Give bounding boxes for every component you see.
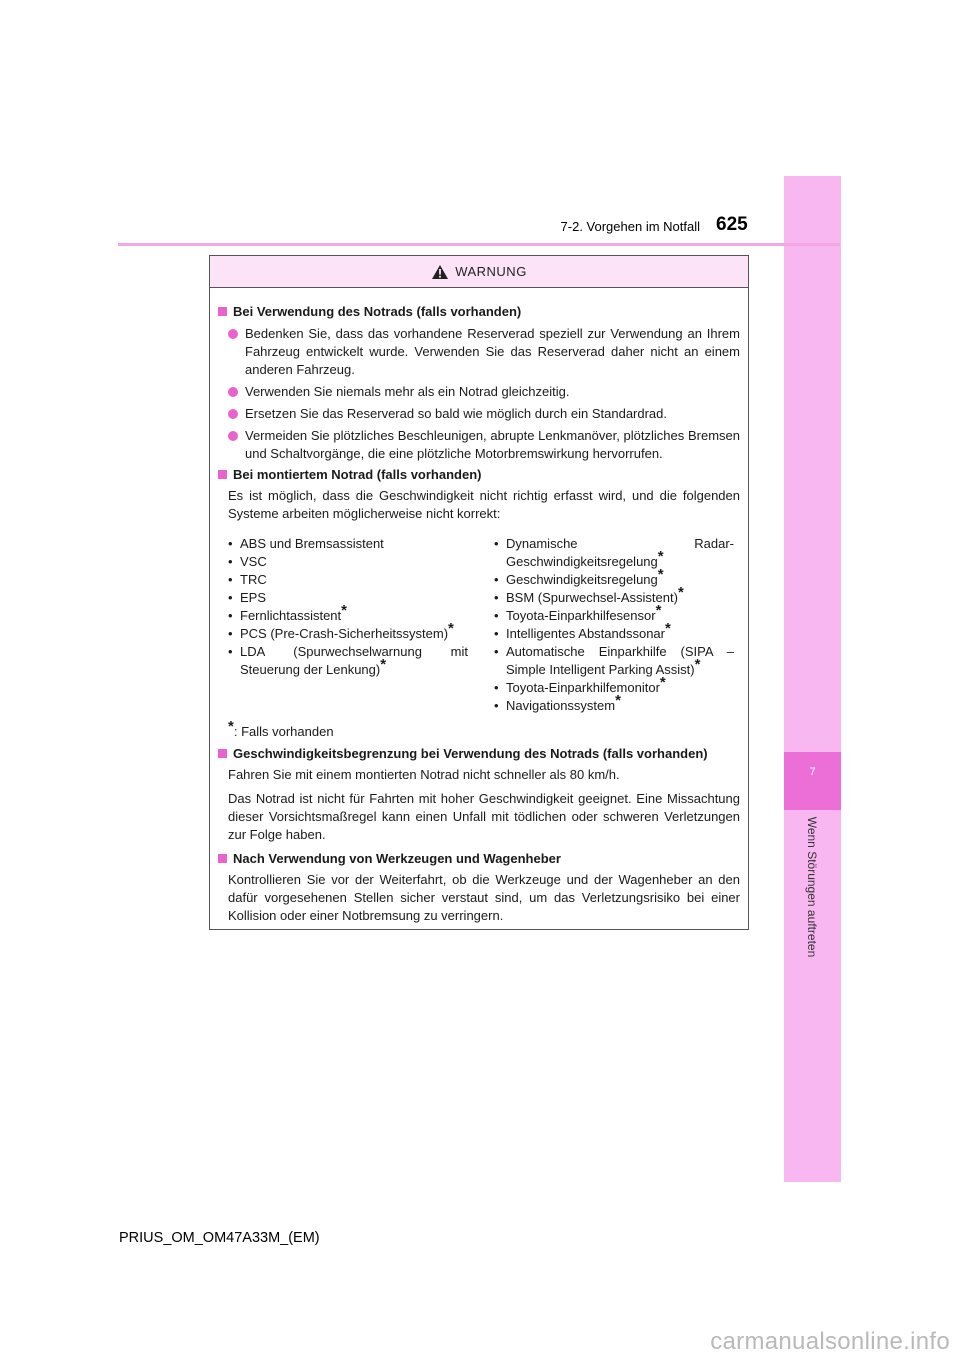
- asterisk-mark: *: [665, 620, 671, 637]
- chapter-label: Wenn Störungen auftreten: [805, 816, 819, 958]
- bullet-text: Bedenken Sie, dass das vorhandene Reserverad speziell zur Verwendung an Ihrem Fahrzeug entwickelt wurde. Verwenden Sie das Reserverad daher nicht an einem anderen Fahrzeug.: [245, 326, 740, 377]
- warning-header: [210, 256, 748, 288]
- watermark: carmanualsonline.info: [710, 1328, 950, 1355]
- footnote-text: : Falls vorhanden: [233, 724, 334, 739]
- list-item: • Toyota-Einparkhilfemonitor*: [494, 679, 734, 697]
- chapter-tab-marker[interactable]: [784, 752, 841, 810]
- dot-bullet-icon: [228, 329, 238, 339]
- heading-text: Nach Verwendung von Werkzeugen und Wagenheber: [233, 851, 561, 866]
- section-heading: [218, 466, 740, 484]
- paragraph: Kontrollieren Sie vor der Weiterfahrt, ob die Werkzeuge und der Wagenheber an den dafür vorgesehenen Stellen sicher verstaut sind, um das Verletzungsrisiko bei einer Kollision oder einer Notbremsung zu verringern.: [228, 872, 740, 923]
- asterisk-mark: *: [677, 584, 684, 601]
- list-item: • Toyota-Einparkhilfesensor*: [494, 607, 734, 625]
- asterisk-mark: *: [380, 656, 387, 673]
- bullet-item: [228, 427, 740, 463]
- footnote: [228, 718, 740, 741]
- heading-text: Geschwindigkeitsbegrenzung bei Verwendung des Notrads (falls vorhanden): [233, 746, 708, 761]
- paragraph: Das Notrad ist nicht für Fahrten mit hoher Geschwindigkeit geeignet. Eine Missachtung dieser Vorsichtsmaßregel kann einen Unfall mit tödlichen oder schweren Verletzungen zur Folge haben.: [228, 791, 740, 842]
- bullet-item: [228, 325, 740, 379]
- list-item: • Intelligentes Abstandssonar*: [494, 625, 734, 643]
- list-item: • TRC: [228, 571, 468, 589]
- system-lists: [228, 535, 740, 715]
- square-bullet-icon: [218, 854, 227, 863]
- list-item: • Navigationssystem*: [494, 697, 734, 715]
- paragraph: Fahren Sie mit einem montierten Notrad nicht schneller als 80 km/h.: [228, 767, 620, 782]
- list-item: • ABS und Bremsassistent: [228, 535, 468, 553]
- asterisk-mark: *: [448, 620, 454, 637]
- section-heading: [218, 745, 740, 763]
- heading-text: Bei montiertem Notrad (falls vorhanden): [233, 467, 482, 482]
- section-title: 7-2. Vorgehen im Notfall: [560, 219, 700, 234]
- list-item: • Automatische Einparkhilfe (SIPA – Simple Intelligent Parking Assist)*: [494, 643, 734, 679]
- asterisk-mark: *: [655, 602, 662, 619]
- list-item: • VSC: [228, 553, 468, 571]
- list-item: • EPS: [228, 589, 468, 607]
- list-item: • PCS (Pre-Crash-Sicherheitssystem)*: [228, 625, 468, 643]
- page-number: 625: [716, 214, 748, 235]
- warning-triangle-icon: [431, 264, 449, 280]
- system-list-left: [228, 535, 468, 715]
- heading-text: Bei Verwendung des Notrads (falls vorhanden): [233, 304, 522, 319]
- warning-title: WARNUNG: [455, 264, 527, 279]
- section-heading: [218, 850, 740, 868]
- square-bullet-icon: [218, 307, 227, 316]
- list-item: • Fernlichtassistent*: [228, 607, 468, 625]
- warning-box: [209, 255, 749, 930]
- asterisk-mark: *: [341, 602, 347, 619]
- bullet-text: Ersetzen Sie das Reserverad so bald wie möglich durch ein Standardrad.: [245, 406, 668, 421]
- bullet-text: Verwenden Sie niemals mehr als ein Notrad gleichzeitig.: [245, 384, 570, 399]
- asterisk-mark: *: [657, 548, 664, 565]
- list-item: • Geschwindigkeitsregelung*: [494, 571, 734, 589]
- list-item: • LDA (Spurwechselwarnung mit Steuerung der Lenkung)*: [228, 643, 468, 679]
- asterisk-mark: *: [228, 718, 234, 735]
- header-rule: [118, 243, 840, 246]
- section-heading: [218, 303, 740, 321]
- bullet-text: Vermeiden Sie plötzliches Beschleunigen, abrupte Lenkmanöver, plötzliches Bremsen und Schaltvorgänge, die eine plötzliche Motorbremswirkung hervorrufen.: [245, 428, 740, 461]
- bullet-item: [228, 405, 740, 423]
- list-item: • Dynamische Radar-Geschwindigkeitsregelung*: [494, 535, 734, 571]
- chapter-number: 7: [809, 766, 816, 778]
- asterisk-mark: *: [694, 656, 701, 673]
- warning-body: [210, 288, 748, 925]
- square-bullet-icon: [218, 749, 227, 758]
- system-list-right: [494, 535, 734, 715]
- paragraph: Es ist möglich, dass die Geschwindigkeit nicht richtig erfasst wird, und die folgenden Systeme arbeiten möglicherweise nicht korrekt:: [228, 488, 740, 521]
- asterisk-mark: *: [615, 692, 621, 709]
- list-item: • BSM (Spurwechsel-Assistent)*: [494, 589, 734, 607]
- footer-code: PRIUS_OM_OM47A33M_(EM): [119, 1230, 320, 1246]
- dot-bullet-icon: [228, 387, 238, 397]
- dot-bullet-icon: [228, 431, 238, 441]
- asterisk-mark: *: [659, 674, 666, 691]
- bullet-item: [228, 383, 740, 401]
- dot-bullet-icon: [228, 409, 238, 419]
- chapter-side-tab: [784, 176, 841, 1182]
- square-bullet-icon: [218, 470, 227, 479]
- asterisk-mark: *: [657, 566, 664, 583]
